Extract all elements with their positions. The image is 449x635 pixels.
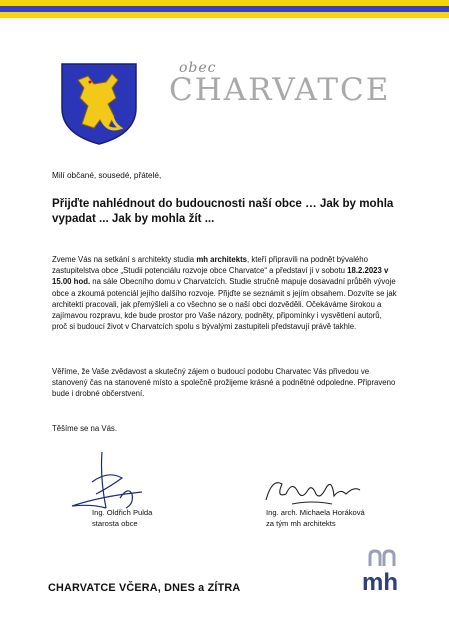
- closing-line: Těšíme se na Vás.: [52, 424, 118, 433]
- signer-left: [92, 508, 152, 530]
- signer-right: [266, 508, 365, 530]
- brand-name: CHARVATCE: [169, 72, 391, 108]
- salutation: Milí občané, sousedé, přátelé,: [52, 171, 162, 180]
- studio-name: mh architekts: [196, 255, 248, 264]
- municipality-brand: [165, 60, 395, 108]
- event-datetime: 18.2.2023 v 15.00 hod.: [52, 266, 389, 287]
- coat-of-arms-icon: [54, 58, 144, 148]
- headline-line2: vypadat ... Jak by mohla žít ...: [52, 212, 215, 225]
- headline-line1: Přijďte nahlédnout do budoucnosti naší obce … Jak by mohla: [52, 197, 394, 210]
- paragraph-belief: Věříme, že Vaše zvědavost a skutečný zájem o budoucí podobu Charvatec Vás přivedou ve stanovený čas na stanovené místo a společně prožijeme krásné a podnětné odpoledne. Připraveno bude i drobné občerstvení.: [52, 367, 396, 399]
- paragraph-invitation: [52, 254, 397, 332]
- signer-left-name: Ing. Oldřich Pulda: [92, 508, 153, 517]
- top-flag-stripe: [0, 0, 449, 18]
- signature-right-icon: [262, 470, 372, 512]
- headline: [52, 196, 402, 226]
- p1-text-b: , kteří připravili na podnět bývalého zastupitelstva obce „Studii potenciálu rozvoje obce Charvatce“ a představí ji v sobotu: [52, 255, 368, 276]
- p1-text-a: Zveme Vás na setkání s architekty studia: [52, 255, 197, 264]
- mh-architekts-logo-icon: [360, 548, 404, 594]
- footer-slogan: CHARVATCE VČERA, DNES a ZÍTRA: [48, 582, 241, 594]
- stripe-yellow-bottom: [0, 12, 449, 18]
- signer-right-name: Ing. arch. Michaela Horáková: [266, 508, 365, 517]
- p1-text-c: na sále Obecního domu v Charvatcích. Studie stručně mapuje dosavadní průběh vývoje obce a zkoumá potenciál jejího dalšího rozvoje. Přijďte se seznámit s jejím obsahem. Dozvíte se jak architekti pracovali, jak přemýšleli a co všechno se o naší obci dozvěděli. Očekáváme širokou a zajímavou rozpravu, kde bude prostor pro Vaše názory, podněty, připomínky i vysvětlení autorů, proč si budoucí život v Charvatcích spolu s bývalými zastupiteli představují právě takhle.: [52, 277, 397, 332]
- signer-right-role: za tým mh architekts: [266, 518, 336, 528]
- svg-text:mh: mh: [362, 569, 398, 594]
- signer-left-role: starosta obce: [92, 518, 138, 528]
- brand-obec-label: obec: [179, 60, 217, 76]
